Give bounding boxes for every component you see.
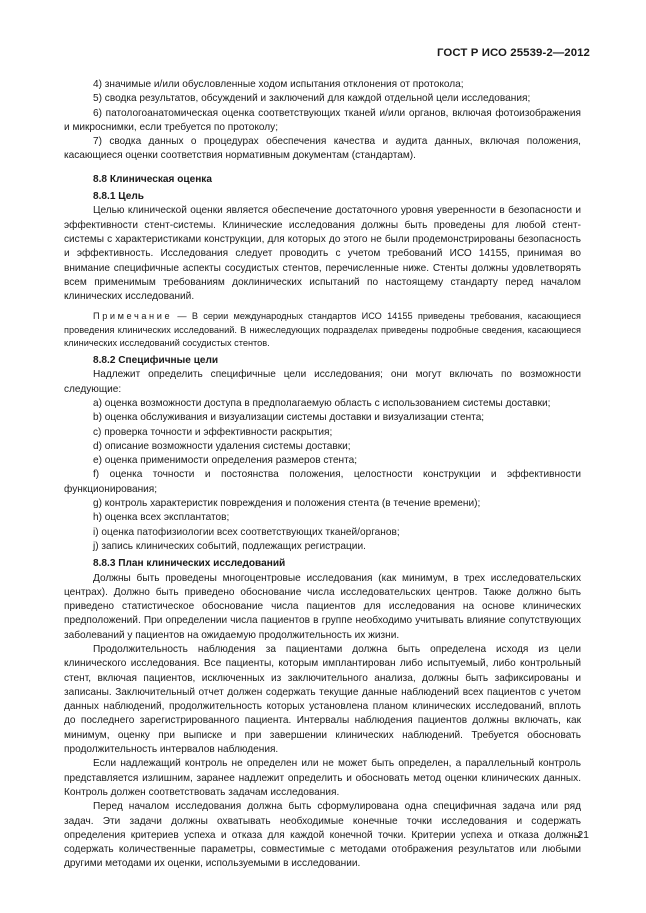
list-item: c) проверка точности и эффективности раскрытия; <box>93 426 333 438</box>
note-text: — В серии международных стандартов ИСО 14155 приведены требования, касающиеся проведения клинических исследований. В нижеследующих подразделах приведены подробные сведения, касающиеся клинических исследований сосудистых стентов. <box>64 311 581 348</box>
list-item: 5) сводка результатов, обсуждений и заключений для каждой отдельной цели исследования; <box>93 93 531 105</box>
list-item: b) оценка обслуживания и визуализации системы доставки и визуализации стента; <box>93 412 485 424</box>
list-item: h) оценка всех эксплантатов; <box>93 512 230 524</box>
list-item: 4) значимые и/или обусловленные ходом испытания отклонения от протокола; <box>93 79 464 90</box>
list-item: e) оценка применимости определения размеров стента; <box>93 455 358 467</box>
list-item: d) описание возможности удаления системы доставки; <box>93 440 351 452</box>
list-item: i) оценка патофизиологии всех соответствующих тканей/органов; <box>93 526 400 538</box>
paragraph: Если надлежащий контроль не определен или не может быть определен, а параллельный контроль представляется излишним, заранее надлежит определить и обосновать метод оценки клинических данных. Контроль должен соответствовать задачам исследования. <box>64 758 581 798</box>
note-label: Примечание <box>93 311 173 322</box>
subsection-heading: 8.8.1 Цель <box>93 191 144 203</box>
list-item: a) оценка возможности доступа в предполагаемую область с использованием системы доставки; <box>93 397 551 409</box>
document-body <box>64 78 581 872</box>
paragraph: Должны быть проведены многоцентровые исследования (как минимум, в трех исследовательских центрах). Должно быть приведено обоснование числа исследовательских центров. Также должно быть приведено статистическое обоснование числа пациентов для исследования на основе клинических предположений. При определении числа пациентов в группе необходимо учитывать влияние сопутствующих заболеваний у пациентов на ожидаемую продолжительность их жизни. <box>64 572 581 641</box>
list-item: 6) патологоанатомическая оценка соответствующих тканей и/или органов, включая фотоизображения и микроснимки, если требуется по протоколу; <box>64 107 581 133</box>
paragraph: Продолжительность наблюдения за пациентами должна быть определена исходя из цели клинического исследования. Все пациенты, которым имплантирован либо испытуемый, либо контрольный стент, включая пациентов, исключенных из заключительного анализа, должны быть зафиксированы и записаны. Заключительный отчет должен содержать текущие данные наблюдений всех пациентов с учетом данных наблюдений, продолжительность которых установлена планом клинических исследований, вплоть до последнего зарегистрированного пациента. Интервалы наблюдения пациентов должны включать, как минимум, оценку при выписке и при завершении клинических наблюдений. Требуется обосновать продолжительность интервалов наблюдения. <box>64 644 581 756</box>
list-item: f) оценка точности и постоянства положения, целостности конструкции и эффективности функционирования; <box>64 469 581 495</box>
paragraph: Надлежит определить специфичные цели исследования; они могут включать по возможности следующие: <box>64 369 581 395</box>
subsection-heading: 8.8.3 План клинических исследований <box>93 558 286 570</box>
page-number: 21 <box>577 829 589 841</box>
section-heading: 8.8 Клиническая оценка <box>93 173 212 185</box>
list-item: g) контроль характеристик повреждения и положения стента (в течение времени); <box>93 498 481 510</box>
document-header: ГОСТ Р ИСО 25539-2—2012 <box>437 47 590 59</box>
paragraph: Перед началом исследования должна быть сформулирована одна специфичная задача или ряд задач. Эти задачи должны охватывать необходимые конечные точки исследования и содержать определения критериев успеха и отказа для каждой конечной точки. Критерии успеха и отказа должны содержать количественные параметры, совместимые с методами отображения результатов или любыми другими методами их оценки, используемыми в исследовании. <box>64 801 581 870</box>
note <box>64 310 581 350</box>
paragraph: Целью клинической оценки является обеспечение достаточного уровня уверенности в безопасности и эффективности стент-системы. Клинические исследования должны быть проведены для любой стент-системы с характеристиками конструкции, для которых до этого не были продемонстрированы безопасность и эффективность. Исследования следует проводить с учетом требований ИСО 14155, принимая во внимание специфичные аспекты сосудистых стентов, перечисленные ниже. Стенты должны удовлетворять всем применимым требованиям доклинических испытаний по настоящему стандарту перед началом клинических исследований. <box>64 205 581 303</box>
subsection-heading: 8.8.2 Специфичные цели <box>93 355 219 367</box>
list-item: j) запись клинических событий, подлежащих регистрации. <box>93 540 366 552</box>
list-item: 7) сводка данных о процедурах обеспечения качества и аудита данных, включая положения, касающиеся оценки соответствия нормативным документам (стандартам). <box>64 136 581 162</box>
